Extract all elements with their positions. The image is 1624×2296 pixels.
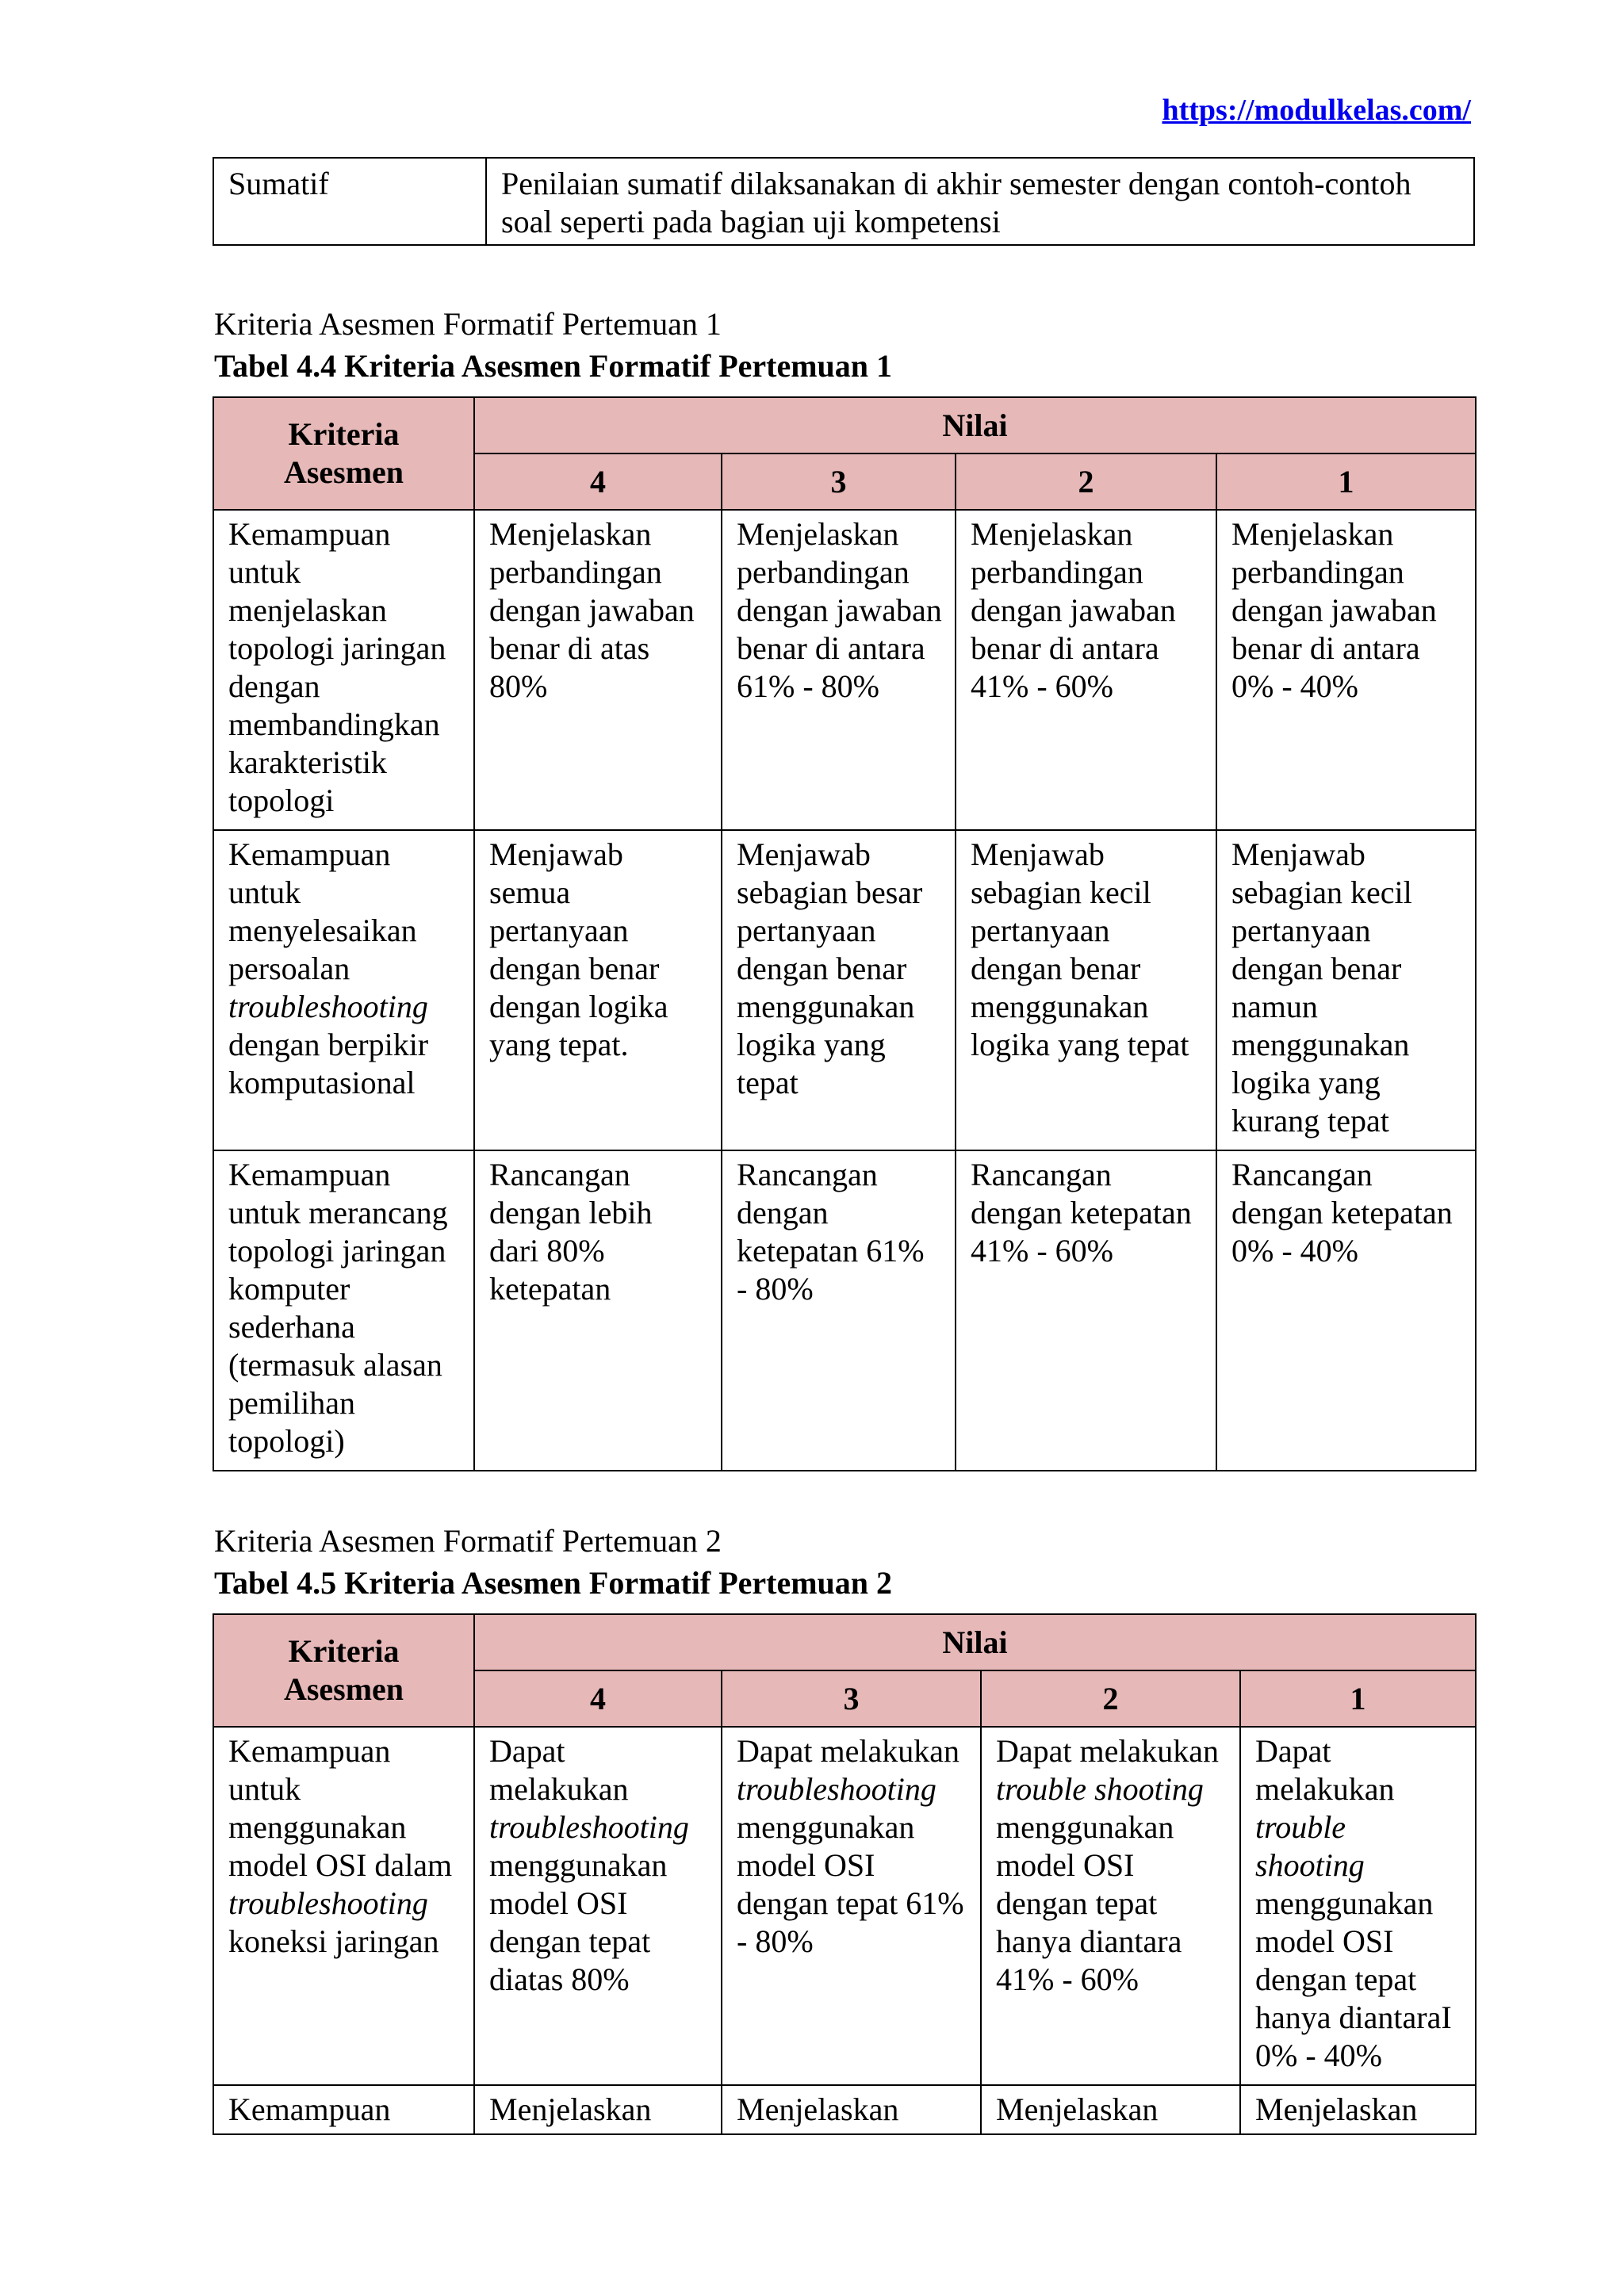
cell-text: menggunakan model OSI dengan tepat hanya diantara 41% - 60%: [996, 1809, 1182, 1997]
summative-label: Sumatif: [213, 158, 486, 245]
score-cell: Rancangan dengan ketepatan 61% - 80%: [722, 1150, 956, 1471]
level-2: 2: [981, 1670, 1240, 1727]
criteria-italic: troubleshooting: [228, 1885, 428, 1921]
table-header-row: [213, 397, 1476, 453]
score-cell: Rancangan dengan ketepatan 41% - 60%: [956, 1150, 1216, 1471]
criteria-text: Kemampuan untuk menyelesaikan persoalan: [228, 836, 417, 986]
summative-text: Penilaian sumatif dilaksanakan di akhir semester dengan contoh-contoh soal seperti pada bagian uji kompetensi: [486, 158, 1474, 245]
table-row: [213, 158, 1474, 245]
score-cell: Menjawab sebagian kecil pertanyaan dengan benar namun menggunakan logika yang kurang tepat: [1216, 830, 1476, 1150]
table-row: [213, 830, 1476, 1150]
criteria-text: Kemampuan untuk menggunakan model OSI dalam: [228, 1733, 453, 1883]
criteria-text: koneksi jaringan: [228, 1923, 439, 1959]
cell-italic: trouble shooting: [1255, 1809, 1365, 1883]
section2-caption: Tabel 4.5 Kriteria Asesmen Formatif Pertemuan 2: [214, 1565, 893, 1601]
table-row: [213, 1727, 1476, 2085]
level-4: 4: [474, 1670, 722, 1727]
cell-italic: troubleshooting: [489, 1809, 689, 1845]
criteria-cell: Kemampuan: [213, 2085, 474, 2134]
section1-caption: Tabel 4.4 Kriteria Asesmen Formatif Pertemuan 1: [214, 348, 893, 384]
score-cell: Menjelaskan perbandingan dengan jawaban benar di antara 61% - 80%: [722, 510, 956, 830]
table-row: [213, 2085, 1476, 2134]
table-row: [213, 1150, 1476, 1471]
score-cell: Menjelaskan: [722, 2085, 981, 2134]
section1-subtitle: Kriteria Asesmen Formatif Pertemuan 1: [214, 306, 722, 342]
criteria-cell: [213, 1727, 474, 2085]
cell-italic: trouble shooting: [996, 1771, 1204, 1807]
score-cell: Menjelaskan perbandingan dengan jawaban benar di antara 0% - 40%: [1216, 510, 1476, 830]
score-cell: [474, 1727, 722, 2085]
score-cell: Menjelaskan: [474, 2085, 722, 2134]
criteria-text: dengan berpikir komputasional: [228, 1027, 429, 1100]
score-cell: [981, 1727, 1240, 2085]
rubric-table-1: [213, 396, 1477, 1471]
header-criteria: Kriteria Asesmen: [213, 1614, 474, 1727]
cell-text: Dapat melakukan: [1255, 1733, 1395, 1807]
cell-italic: troubleshooting: [737, 1771, 936, 1807]
section2-subtitle: Kriteria Asesmen Formatif Pertemuan 2: [214, 1523, 722, 1559]
header-score: Nilai: [474, 397, 1476, 453]
cell-text: menggunakan model OSI dengan tepat diatas 80%: [489, 1847, 668, 1997]
level-4: 4: [474, 453, 722, 510]
score-cell: Rancangan dengan ketepatan 0% - 40%: [1216, 1150, 1476, 1471]
level-2: 2: [956, 453, 1216, 510]
cell-text: Dapat melakukan: [489, 1733, 629, 1807]
table-header-row: [213, 1614, 1476, 1670]
header-criteria: Kriteria Asesmen: [213, 397, 474, 510]
table-row: [213, 510, 1476, 830]
cell-text: Dapat melakukan: [737, 1733, 959, 1769]
score-cell: Menjelaskan: [1240, 2085, 1476, 2134]
criteria-cell: [213, 830, 474, 1150]
source-url[interactable]: https://modulkelas.com/: [1162, 94, 1471, 127]
cell-text: menggunakan model OSI dengan tepat 61% - 80%: [737, 1809, 964, 1959]
score-cell: [1240, 1727, 1476, 2085]
score-cell: Rancangan dengan lebih dari 80% ketepatan: [474, 1150, 722, 1471]
level-1: 1: [1240, 1670, 1476, 1727]
criteria-italic: troubleshooting: [228, 989, 428, 1024]
score-cell: Menjawab sebagian besar pertanyaan dengan benar menggunakan logika yang tepat: [722, 830, 956, 1150]
header-score: Nilai: [474, 1614, 1476, 1670]
score-cell: Menjelaskan perbandingan dengan jawaban benar di antara 41% - 60%: [956, 510, 1216, 830]
cell-text: menggunakan model OSI dengan tepat hanya diantaraI 0% - 40%: [1255, 1885, 1452, 2073]
score-cell: Menjelaskan: [981, 2085, 1240, 2134]
score-cell: Menjawab semua pertanyaan dengan benar dengan logika yang tepat.: [474, 830, 722, 1150]
score-cell: [722, 1727, 981, 2085]
level-3: 3: [722, 1670, 981, 1727]
score-cell: Menjawab sebagian kecil pertanyaan dengan benar menggunakan logika yang tepat: [956, 830, 1216, 1150]
cell-text: Dapat melakukan: [996, 1733, 1219, 1769]
score-cell: Menjelaskan perbandingan dengan jawaban benar di atas 80%: [474, 510, 722, 830]
level-3: 3: [722, 453, 956, 510]
level-1: 1: [1216, 453, 1476, 510]
summative-table: [213, 157, 1475, 246]
criteria-cell: Kemampuan untuk merancang topologi jaringan komputer sederhana (termasuk alasan pemilihan topologi): [213, 1150, 474, 1471]
criteria-cell: Kemampuan untuk menjelaskan topologi jaringan dengan membandingkan karakteristik topologi: [213, 510, 474, 830]
rubric-table-2: [213, 1613, 1477, 2135]
